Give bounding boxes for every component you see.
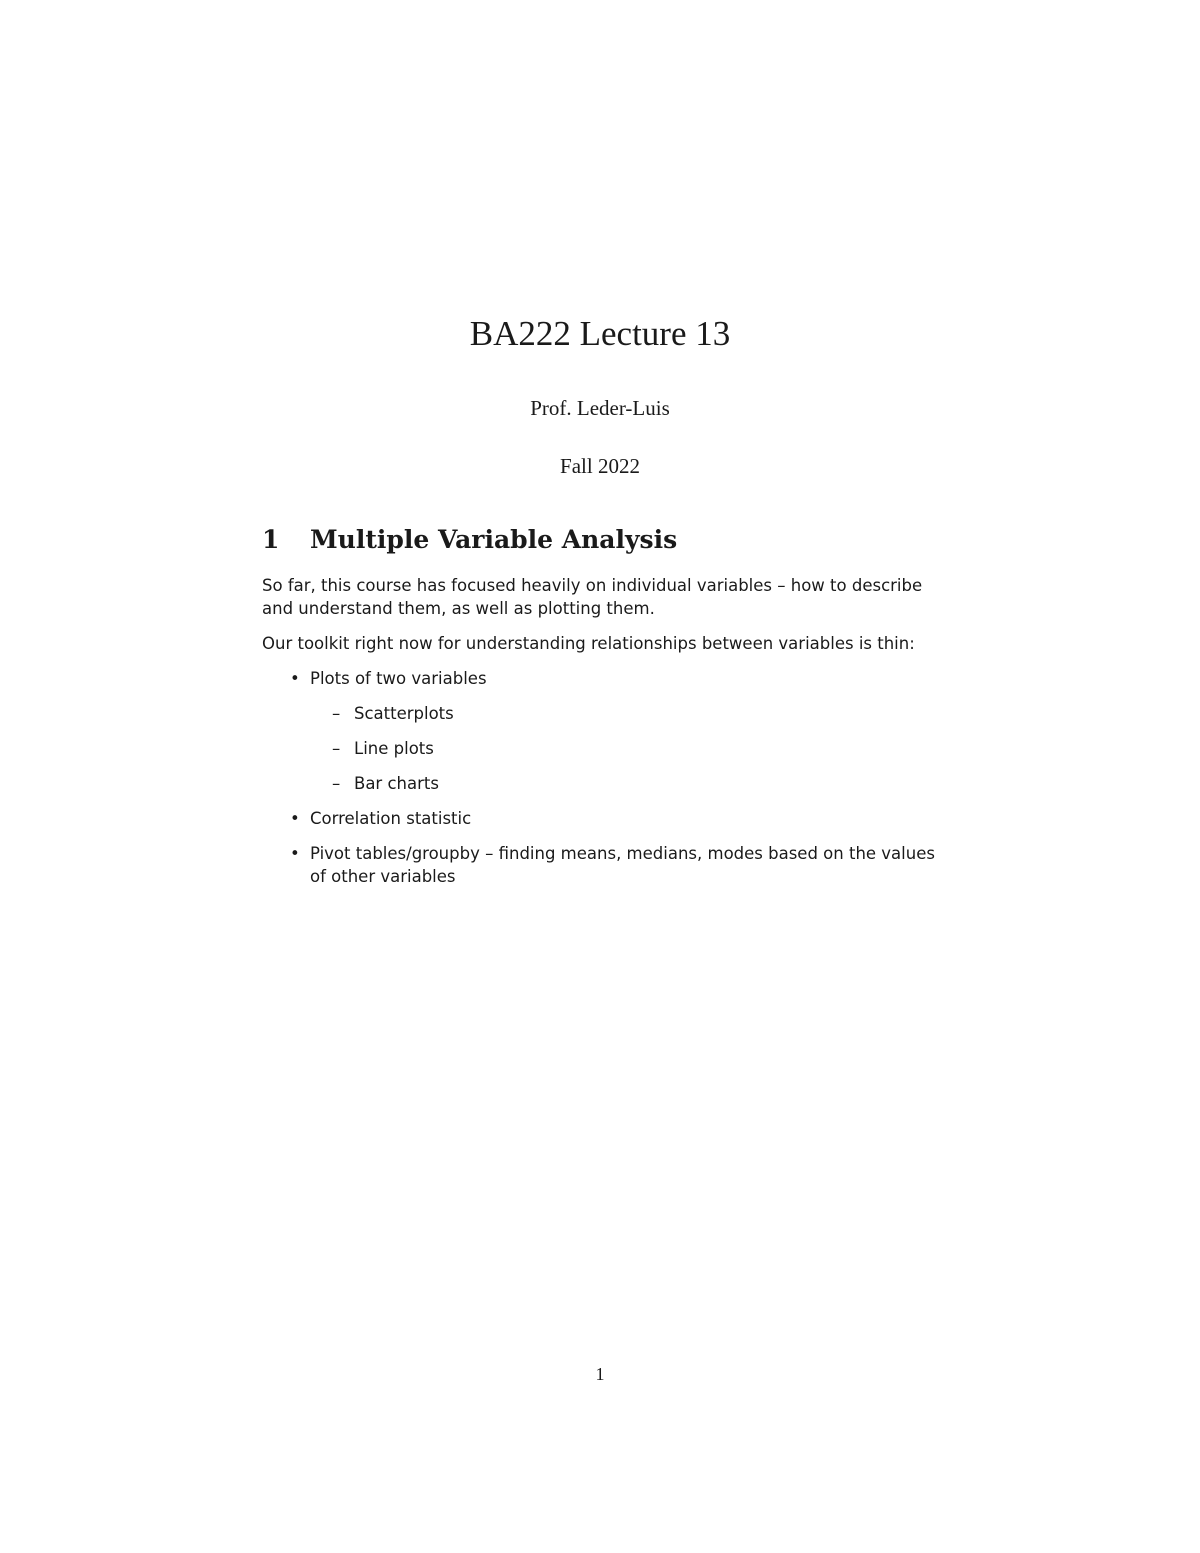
toolkit-list (262, 667, 942, 900)
section-title: Multiple Variable Analysis (310, 525, 678, 554)
dash-icon: – (332, 739, 341, 758)
list-item-label: Plots of two variables (310, 669, 487, 688)
sub-list-item-label: Scatterplots (354, 704, 454, 723)
toolkit-paragraph: Our toolkit right now for understanding relationships between variables is thin: (262, 634, 915, 653)
list-item-label: Pivot tables/groupby – finding means, medians, modes based on the values of other variables (310, 844, 935, 886)
list-item (262, 842, 942, 888)
document-title: BA222 Lecture 13 (469, 314, 731, 353)
document-date: Fall 2022 (560, 454, 640, 478)
sub-list-item (310, 737, 942, 760)
sub-list-item-label: Line plots (354, 739, 434, 758)
list-item (262, 667, 942, 795)
section-number: 1 (262, 525, 280, 554)
section-heading (262, 522, 677, 558)
dash-icon: – (332, 704, 341, 723)
sub-list-item (310, 772, 942, 795)
author-name: Prof. Leder-Luis (530, 396, 670, 420)
sub-list (310, 702, 942, 795)
sub-list-item-label: Bar charts (354, 774, 439, 793)
page-number: 1 (595, 1364, 605, 1384)
dash-icon: – (332, 774, 341, 793)
bullet-icon: • (290, 844, 300, 863)
list-item-label: Correlation statistic (310, 809, 472, 828)
bullet-icon: • (290, 669, 300, 688)
intro-paragraph: So far, this course has focused heavily on individual variables – how to describe and understand them, as well as plotting them. (262, 576, 923, 618)
list-item (262, 807, 942, 830)
sub-list-item (310, 702, 942, 725)
bullet-icon: • (290, 809, 300, 828)
